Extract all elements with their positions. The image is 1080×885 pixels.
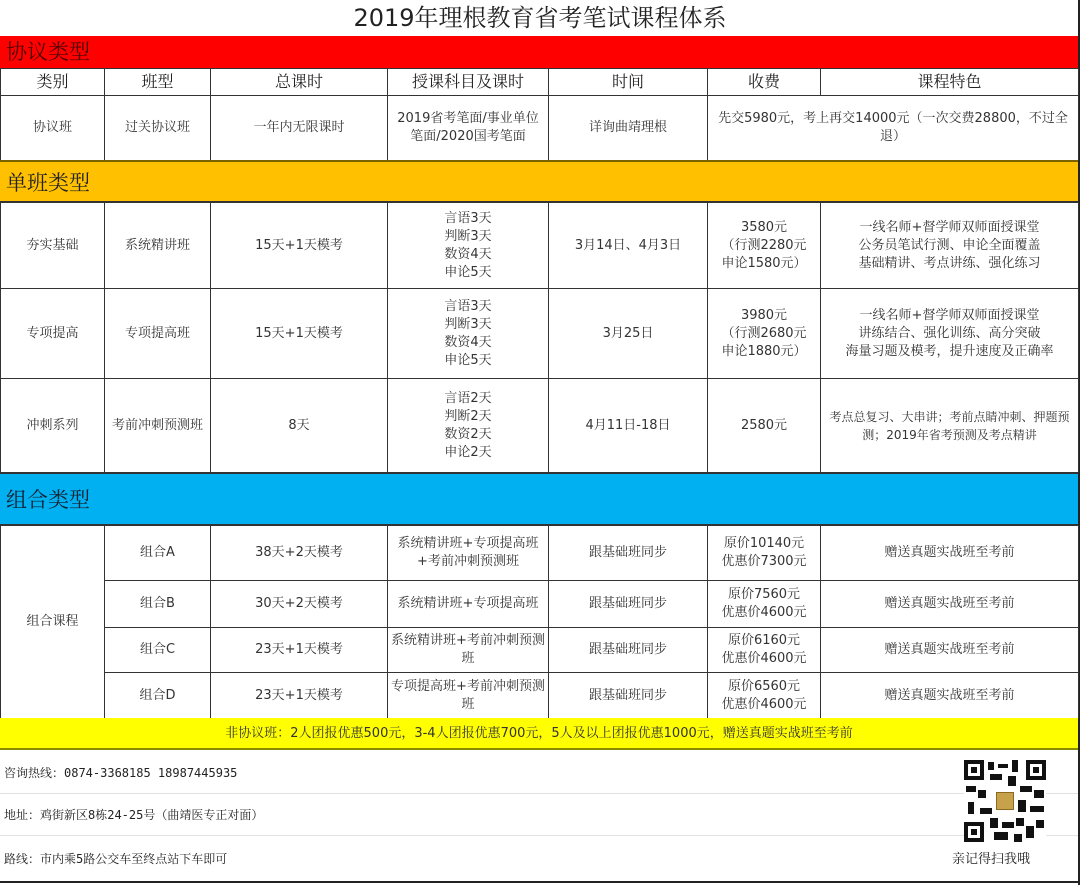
subject-line: 数资2天 <box>444 426 492 442</box>
cell-class-type: 系统精讲班 <box>105 203 211 289</box>
feature-line: 讲练结合、强化训练、高分突破 <box>858 325 1041 341</box>
fee-line: 2580元 <box>740 417 788 433</box>
protocol-table <box>0 95 1079 161</box>
cell-subjects: 2019省考笔面/事业单位笔面/2020国考笔面 <box>388 96 549 161</box>
cell-features: 考点总复习、大串讲；考前点睛冲刺、押题预测；2019年省考预测及考点精讲 <box>821 379 1079 473</box>
cell-total-hours: 30天+2天模考 <box>211 581 388 628</box>
section-protocol: 协议类型 <box>0 36 1078 68</box>
cell-time: 3月14日、4月3日 <box>549 203 708 289</box>
feature-line: 基础精讲、考点讲练、强化练习 <box>858 255 1041 271</box>
header-time: 时间 <box>549 69 708 96</box>
cell-category: 夯实基础 <box>1 203 105 289</box>
cell-features <box>821 289 1079 379</box>
cell-fee <box>708 379 821 473</box>
qr-code-icon[interactable] <box>964 760 1046 842</box>
cell-category: 专项提高 <box>1 289 105 379</box>
cell-time: 跟基础班同步 <box>549 526 708 581</box>
cell-class-type: 专项提高班 <box>105 289 211 379</box>
subject-line: 数资4天 <box>444 334 492 350</box>
subject-line: 数资4天 <box>444 246 492 262</box>
hotline: 咨询热线：0874-3368185 18987445935 <box>0 752 1078 794</box>
fee-line: 申论1880元） <box>721 343 807 359</box>
qr-logo <box>996 792 1014 810</box>
fee-discount: 优惠价4600元 <box>721 605 807 620</box>
cell-class-type: 组合B <box>105 581 211 628</box>
page-title: 2019年理根教育省考笔试课程体系 <box>353 4 727 32</box>
table-header <box>0 68 1079 96</box>
cell-class-type: 组合D <box>105 673 211 719</box>
cell-subjects <box>388 379 549 473</box>
header-features: 课程特色 <box>821 69 1079 96</box>
header-total-hours: 总课时 <box>211 69 388 96</box>
qr-caption: 亲记得扫我哦 <box>952 852 1031 867</box>
header-subjects: 授课科目及课时 <box>388 69 549 96</box>
header-class-type: 班型 <box>105 69 211 96</box>
cell-time: 4月11日-18日 <box>549 379 708 473</box>
cell-subjects: 系统精讲班+专项提高班 <box>388 581 549 628</box>
cell-class-type: 组合C <box>105 628 211 673</box>
fee-original: 原价6160元 <box>727 633 801 648</box>
cell-features: 赠送真题实战班至考前 <box>821 673 1079 719</box>
cell-time: 跟基础班同步 <box>549 581 708 628</box>
cell-subjects <box>388 289 549 379</box>
cell-total-hours: 38天+2天模考 <box>211 526 388 581</box>
cell-fee <box>708 673 821 719</box>
combo-table <box>0 525 1079 719</box>
fee-discount: 优惠价7300元 <box>721 554 807 569</box>
cell-time: 3月25日 <box>549 289 708 379</box>
section-single: 单班类型 <box>0 160 1078 202</box>
cell-fee-features: 先交5980元，考上再交14000元（一次交费28800，不过全退） <box>708 96 1079 161</box>
table-row <box>1 289 1079 379</box>
subject-line: 申论5天 <box>444 264 492 280</box>
table-row <box>1 96 1079 161</box>
group-discount-banner: 非协议班：2人团报优惠500元，3-4人团报优惠700元，5人及以上团报优惠1000元，赠送真题实战班至考前 <box>0 718 1078 750</box>
table-row <box>1 581 1079 628</box>
cell-features: 赠送真题实战班至考前 <box>821 628 1079 673</box>
cell-subjects: 专项提高班+考前冲刺预测班 <box>388 673 549 719</box>
table-row <box>1 673 1079 719</box>
fee-line: 3980元 <box>740 307 788 323</box>
route: 路线：市内乘5路公交车至终点站下车即可 <box>0 836 1078 883</box>
qr-finder <box>1026 760 1046 780</box>
subject-line: 言语3天 <box>444 298 492 314</box>
fee-original: 原价6560元 <box>727 678 801 694</box>
subject-line: 言语3天 <box>444 210 492 226</box>
cell-fee <box>708 581 821 628</box>
fee-line: 申论1580元） <box>721 255 807 271</box>
cell-subjects <box>388 203 549 289</box>
fee-line: （行测2680元 <box>721 325 807 341</box>
feature-line: 一线名师+督学师双师面授课堂 <box>859 219 1040 235</box>
cell-time: 跟基础班同步 <box>549 673 708 719</box>
subject-line: 判断2天 <box>444 408 492 424</box>
cell-category: 组合课程 <box>1 526 105 719</box>
cell-class-type: 考前冲刺预测班 <box>105 379 211 473</box>
cell-total-hours: 一年内无限课时 <box>211 96 388 161</box>
cell-total-hours: 23天+1天模考 <box>211 673 388 719</box>
qr-finder <box>964 760 984 780</box>
cell-fee <box>708 526 821 581</box>
cell-fee <box>708 203 821 289</box>
cell-total-hours: 8天 <box>211 379 388 473</box>
header-category: 类别 <box>1 69 105 96</box>
single-table <box>0 202 1079 473</box>
cell-time: 跟基础班同步 <box>549 628 708 673</box>
cell-total-hours: 23天+1天模考 <box>211 628 388 673</box>
fee-line: （行测2280元 <box>721 237 807 253</box>
subject-line: 申论2天 <box>444 444 492 460</box>
subject-line: 言语2天 <box>444 390 492 406</box>
subject-line: 判断3天 <box>444 228 492 244</box>
fee-discount: 优惠价4600元 <box>721 696 807 712</box>
cell-fee <box>708 289 821 379</box>
cell-fee <box>708 628 821 673</box>
subject-line: 判断3天 <box>444 316 492 332</box>
cell-category: 协议班 <box>1 96 105 161</box>
cell-class-type: 过关协议班 <box>105 96 211 161</box>
table-row <box>1 203 1079 289</box>
table-row <box>1 628 1079 673</box>
feature-line: 海量习题及模考，提升速度及正确率 <box>845 343 1054 359</box>
cell-time: 详询曲靖理根 <box>549 96 708 161</box>
subject-line: 申论5天 <box>444 352 492 368</box>
cell-features: 赠送真题实战班至考前 <box>821 581 1079 628</box>
qr-finder <box>964 822 984 842</box>
fee-discount: 优惠价4600元 <box>721 651 807 666</box>
cell-class-type: 组合A <box>105 526 211 581</box>
address: 地址：鸡街新区8栋24-25号（曲靖医专正对面） <box>0 794 1078 836</box>
cell-features <box>821 203 1079 289</box>
fee-original: 原价10140元 <box>723 536 805 551</box>
table-row <box>1 526 1079 581</box>
fee-line: 3580元 <box>740 219 788 235</box>
feature-line: 一线名师+督学师双师面授课堂 <box>859 307 1040 323</box>
cell-subjects: 系统精讲班+考前冲刺预测班 <box>388 628 549 673</box>
cell-total-hours: 15天+1天模考 <box>211 289 388 379</box>
table-row <box>1 379 1079 473</box>
cell-features: 赠送真题实战班至考前 <box>821 526 1079 581</box>
feature-line: 公务员笔试行测、申论全面覆盖 <box>858 237 1041 253</box>
fee-original: 原价7560元 <box>727 587 801 602</box>
header-fee: 收费 <box>708 69 821 96</box>
cell-category: 冲刺系列 <box>1 379 105 473</box>
section-combo: 组合类型 <box>0 472 1078 525</box>
cell-subjects: 系统精讲班+专项提高班+考前冲刺预测班 <box>388 526 549 581</box>
cell-total-hours: 15天+1天模考 <box>211 203 388 289</box>
